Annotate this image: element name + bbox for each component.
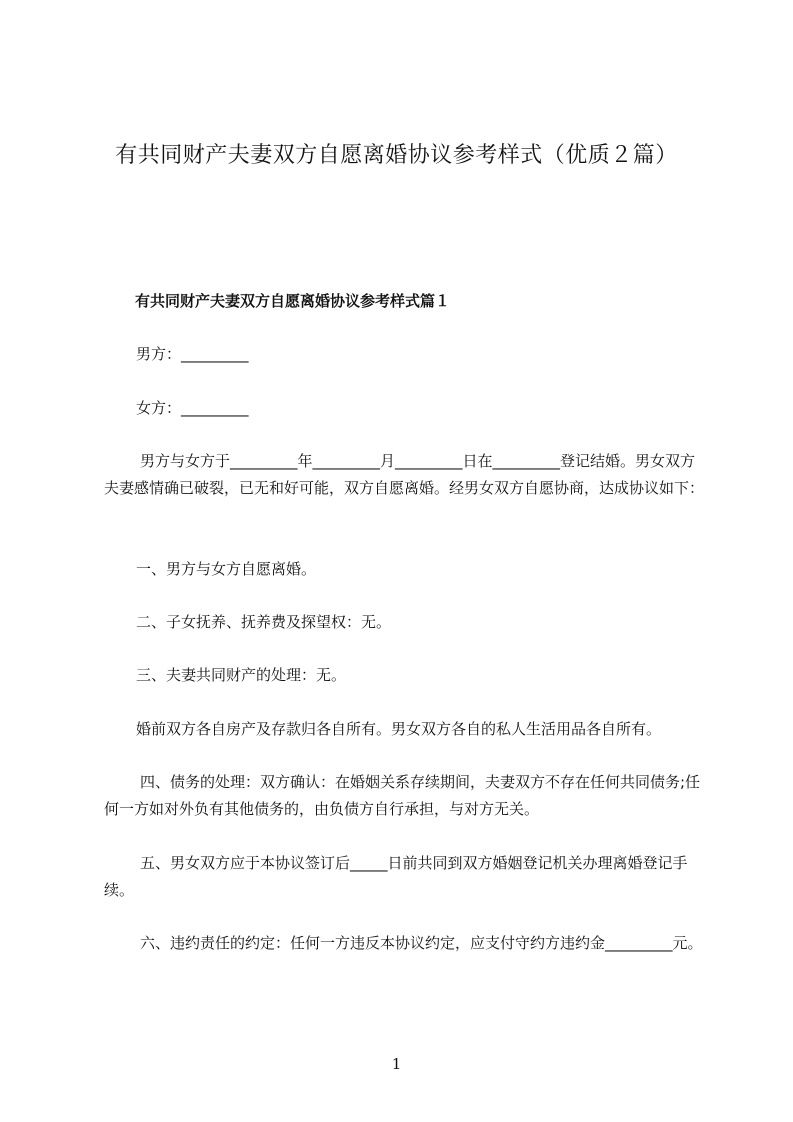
section-title: 有共同财产夫妻双方自愿离婚协议参考样式篇１	[135, 292, 451, 310]
paragraph-clause-4: 四、债务的处理：双方确认：在婚姻关系存续期间，夫妻双方不存在任何共同债务;任何一方如对外负有其他债务的，由负债方自行承担，与对方无关。	[104, 773, 701, 818]
paragraph-clause-5: 五、男女双方应于本协议签订后_____日前共同到双方婚姻登记机关办理离婚登记手续。	[104, 854, 688, 899]
paragraph-premarital-property: 婚前双方各自房产及存款归各自所有。男女双方各自的私人生活用品各自所有。	[136, 720, 662, 738]
paragraph-intro: 男方与女方于_________年_________月_________日在_________登记结婚。男女双方夫妻感情确已破裂，已无和好可能，双方自愿离婚。经男女双方自愿协商，达成协议如下：	[104, 452, 705, 497]
paragraph-clause-1: 一、男方与女方自愿离婚。	[136, 560, 317, 578]
paragraph-clause-3: 三、夫妻共同财产的处理：无。	[136, 666, 347, 684]
husband-line: 男方：_________	[136, 345, 249, 363]
wife-line: 女方：_________	[136, 399, 249, 417]
paragraph-clause-2: 二、子女抚养、抚养费及探望权：无。	[136, 613, 392, 631]
page-number: 1	[391, 1055, 402, 1073]
paragraph-clause-6: 六、违约责任的约定：任何一方违反本协议约定，应支付守约方违约金_________元。	[140, 934, 703, 952]
document-title: 有共同财产夫妻双方自愿离婚协议参考样式（优质２篇）	[115, 143, 678, 168]
